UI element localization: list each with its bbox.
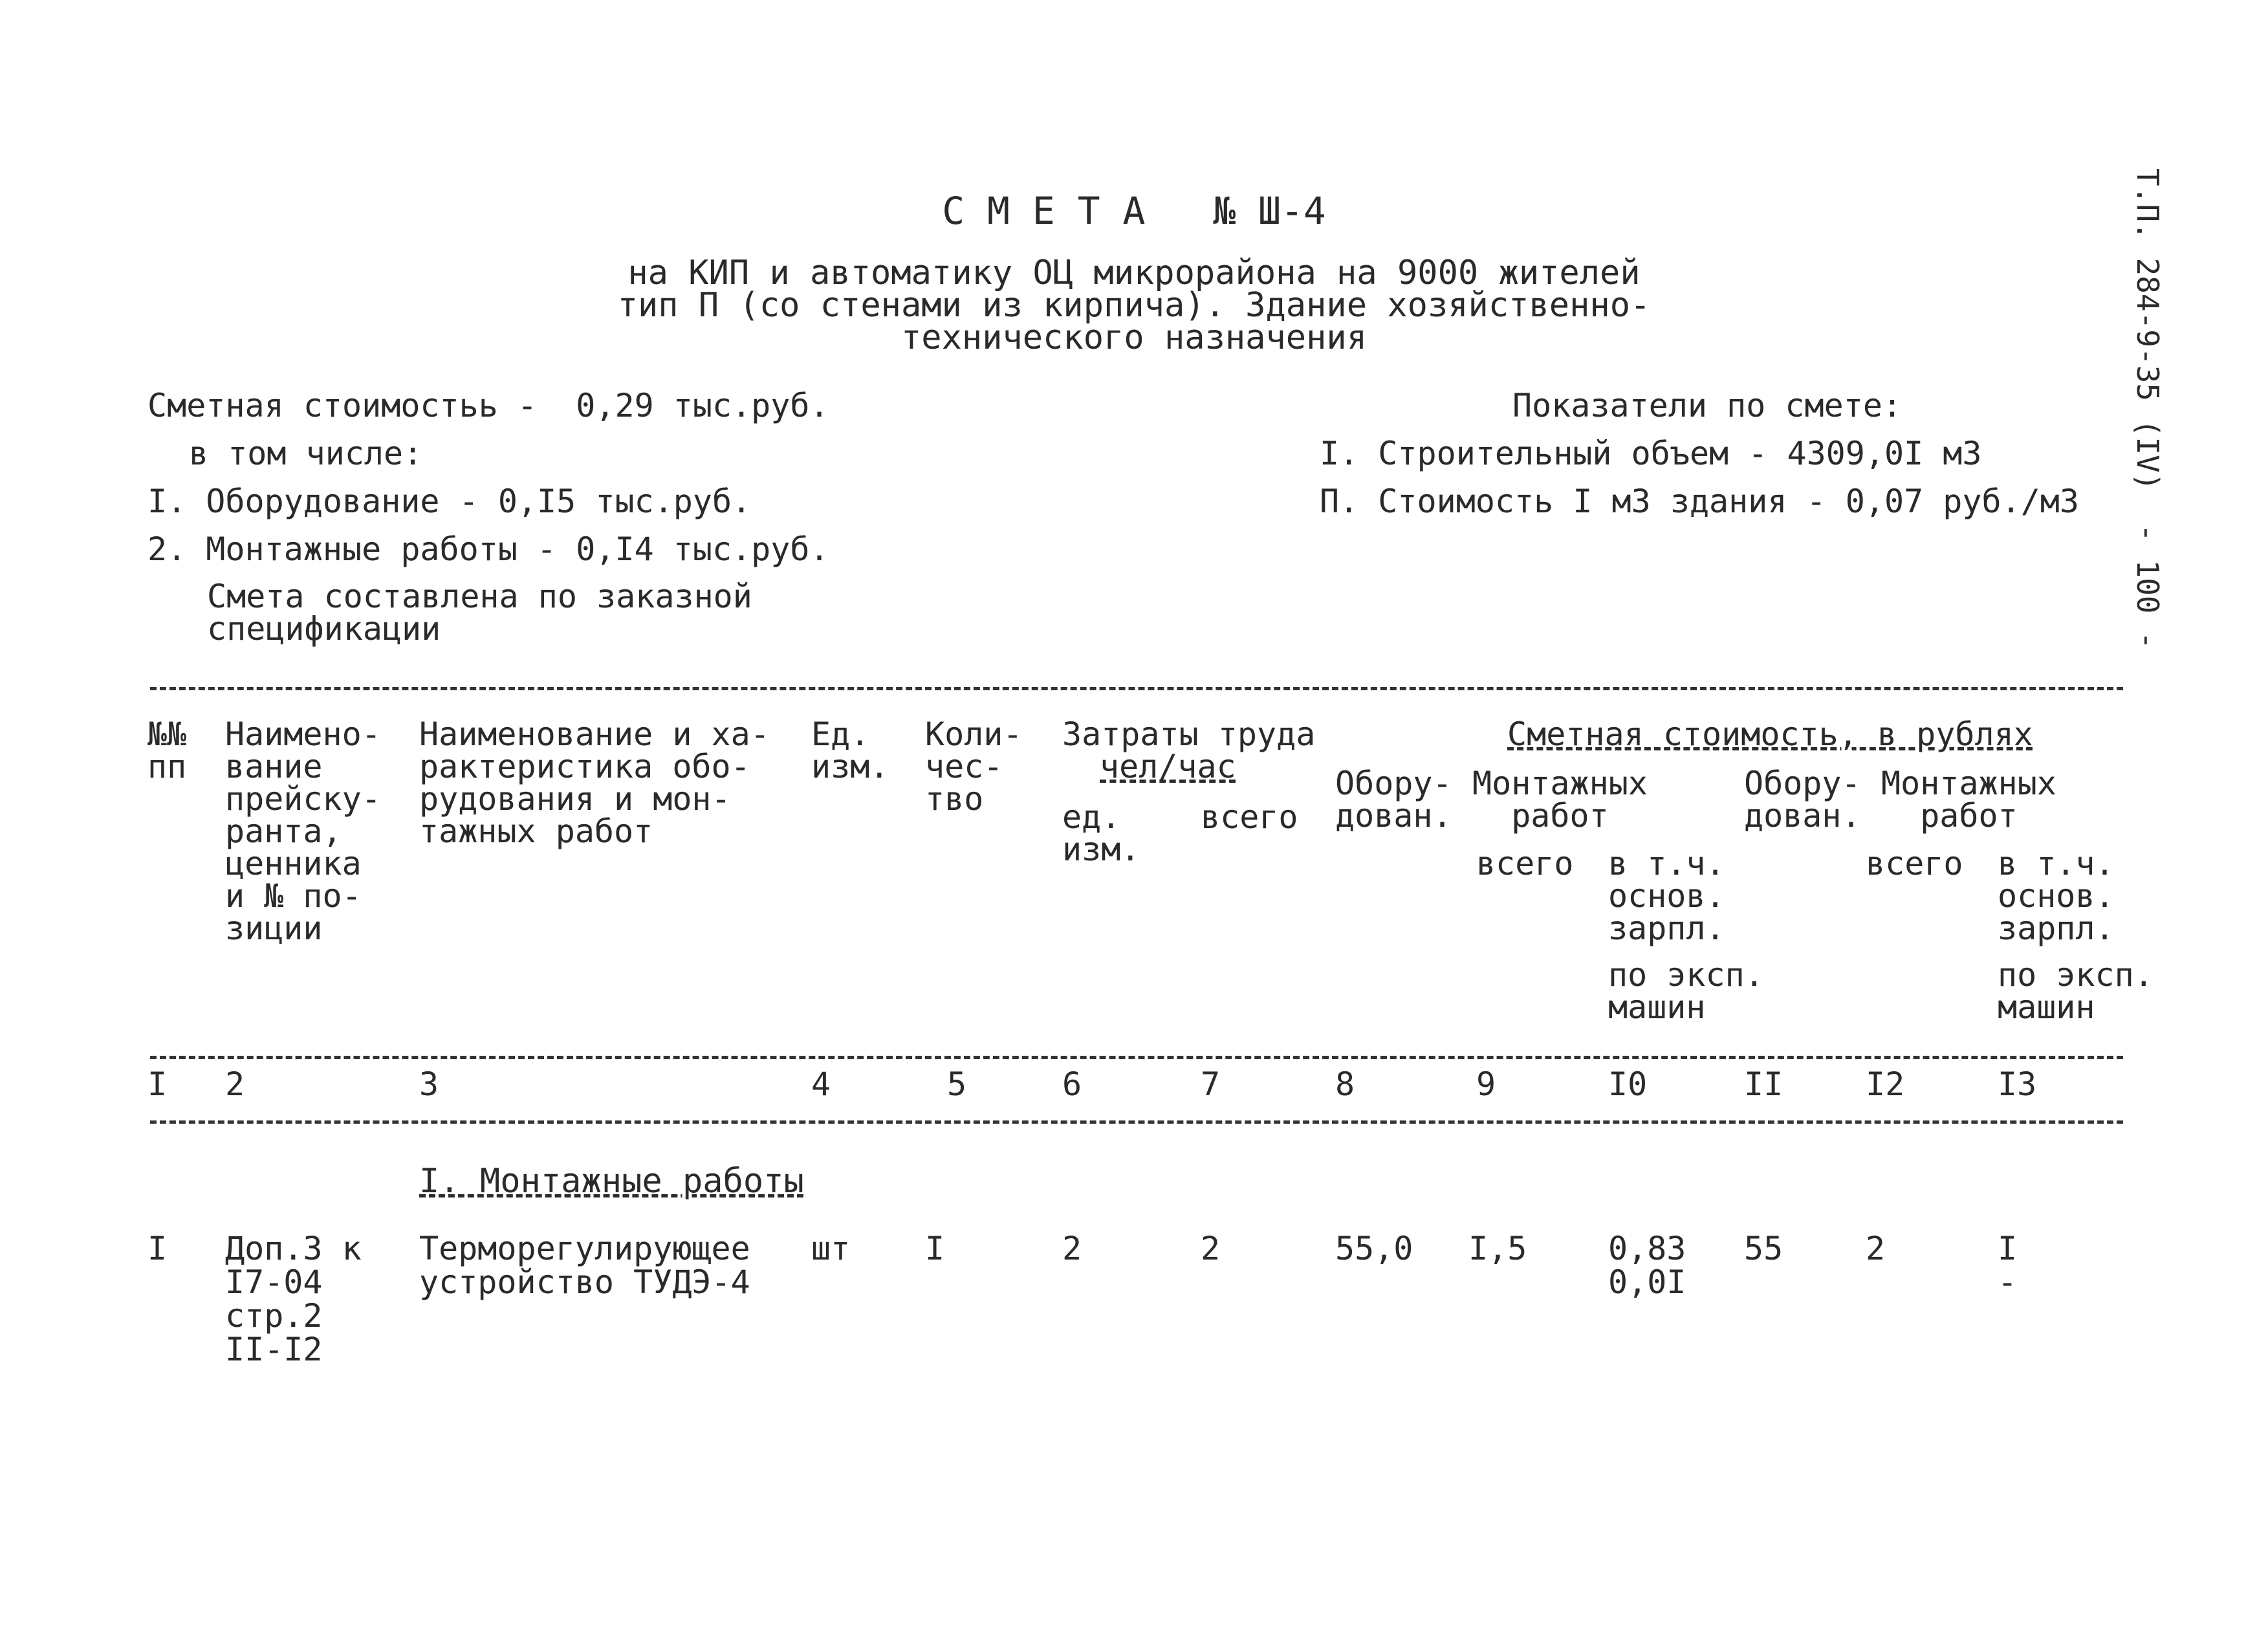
total-cost: Сметная стоимостьь - 0,29 тыс.руб.: [147, 387, 829, 424]
header-col-equipment-2: Обору- дован.: [1744, 765, 1861, 835]
column-number: I: [147, 1065, 168, 1103]
building-volume: I. Строительный объем - 4309,0I м3: [1320, 435, 1982, 472]
header-col-labor-total: всего: [1201, 798, 1298, 836]
row-mount-total-2: 2: [1866, 1230, 1886, 1267]
row-pricelist: Доп.3 к I7-04 стр.2 II-I2: [225, 1230, 362, 1368]
equipment-cost: I. Оборудование - 0,I5 тыс.руб.: [147, 483, 752, 520]
divider: [150, 687, 2123, 690]
row-labor-total: 2: [1201, 1230, 1221, 1267]
note-line-2: спецификации: [207, 610, 441, 648]
column-number: 6: [1062, 1065, 1082, 1103]
header-col-equipment: Обору- дован.: [1335, 765, 1452, 835]
column-number: II: [1744, 1065, 1783, 1103]
subtitle-line-2: тип П (со стенами из кирпича). Здание хозяйственно-: [617, 286, 1651, 325]
column-number: 2: [225, 1065, 245, 1103]
column-number: I2: [1866, 1065, 1905, 1103]
row-labor-unit: 2: [1062, 1230, 1082, 1267]
header-col-name: Наименование и ха- рактеристика обо- рудования и мон- тажных работ: [419, 715, 770, 850]
column-number: I3: [1998, 1065, 2037, 1103]
row-equipment-cost-2: 55: [1744, 1230, 1783, 1267]
header-col-mount-machines-2: по эксп. машин: [1998, 956, 2154, 1026]
cost-per-m3: П. Стоимость I м3 здания - 0,07 руб./м3: [1320, 483, 2079, 520]
column-number: 4: [811, 1065, 831, 1103]
header-col-labor-unit: ед. изм.: [1062, 798, 1140, 868]
column-number: 9: [1476, 1065, 1496, 1103]
header-col-mount-salary-2: в т.ч. основ. зарпл.: [1998, 845, 2115, 947]
subtitle-line-1: на КИП и автоматику ОЦ микрорайона на 9000 жителей: [627, 254, 1641, 292]
mounting-cost: 2. Монтажные работы - 0,I4 тыс.руб.: [147, 530, 829, 568]
section-title: I. Монтажные работы: [419, 1162, 804, 1201]
side-page-number: - 100 -: [2130, 524, 2165, 650]
row-mount-total: I,5: [1468, 1230, 1527, 1267]
column-number: 3: [419, 1065, 439, 1103]
header-col-mount-salary: в т.ч. основ. зарпл.: [1608, 845, 1725, 947]
divider: [150, 1120, 2123, 1124]
row-equipment-cost: 55,0: [1335, 1230, 1413, 1267]
header-col-mount-total-2: всего: [1866, 845, 1963, 882]
header-mount-group: Монтажных работ: [1472, 765, 1648, 835]
column-number: 7: [1201, 1065, 1221, 1103]
side-document-code: Т.П. 284-9-35 (IV): [2130, 168, 2165, 491]
row-num: I: [147, 1230, 168, 1267]
column-number: I0: [1608, 1065, 1648, 1103]
including-label: в том числе:: [189, 435, 423, 472]
document-title: С М Е Т А № Ш-4: [942, 189, 1326, 233]
header-col-num: №№ пп: [147, 715, 187, 785]
header-col-mount-total: всего: [1476, 845, 1574, 882]
header-labor-unit: чел/час: [1100, 748, 1236, 785]
header-mount-group-2: Монтажных работ: [1881, 765, 2056, 835]
header-col-mount-machines: по эксп. машин: [1608, 956, 1764, 1026]
row-name: Терморегулирующее устройство ТУДЭ-4: [419, 1230, 750, 1301]
indicators-heading: Показатели по смете:: [1512, 387, 1903, 424]
header-cost-group: Сметная стоимость, в рублях: [1507, 715, 2033, 753]
row-mount-salary: 0,83 0,0I: [1608, 1230, 1686, 1301]
divider: [150, 1056, 2123, 1059]
row-mount-salary-2: I -: [1998, 1230, 2018, 1301]
header-col-qty: Коли- чес- тво: [925, 715, 1023, 818]
column-number: 8: [1335, 1065, 1355, 1103]
header-col-pricelist: Наимено- вание прейску- ранта, ценника и № по- зиции: [225, 715, 381, 947]
subtitle-line-3: технического назначения: [900, 318, 1368, 357]
note-line-1: Смета составлена по заказной: [207, 578, 752, 615]
row-unit: шт: [811, 1230, 851, 1267]
header-labor-group: Затраты труда: [1062, 715, 1316, 753]
row-qty: I: [925, 1230, 945, 1267]
header-col-unit: Ед. изм.: [811, 715, 889, 785]
column-number: 5: [947, 1065, 967, 1103]
